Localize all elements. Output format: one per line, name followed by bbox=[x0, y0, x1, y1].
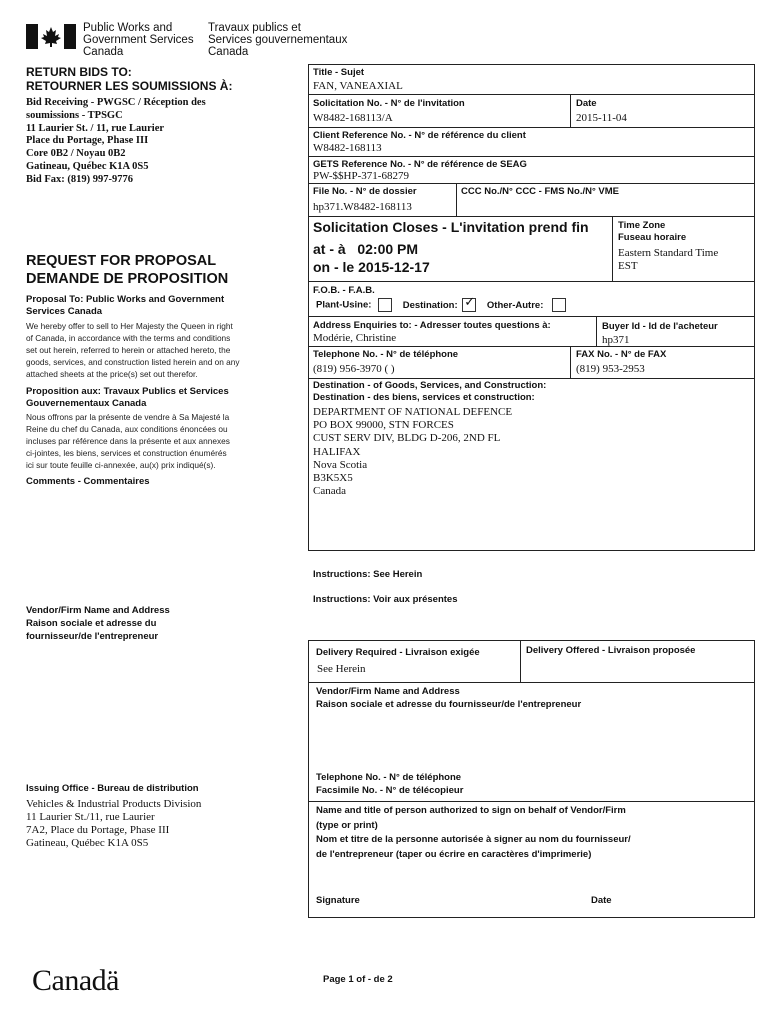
document-title: REQUEST FOR PROPOSAL DEMANDE DE PROPOSITION bbox=[26, 253, 229, 287]
other-checkbox[interactable] bbox=[552, 298, 566, 312]
vendor-label-left: Vendor/Firm Name and Address Raison sociale et adresse du fournisseur/de l'entrepreneur bbox=[26, 605, 170, 642]
dept-name-en: Public Works and Government Services Canada bbox=[83, 22, 194, 58]
solicitation-value: W8482-168113/A bbox=[313, 112, 393, 124]
telephone-value: (819) 956-3970 ( ) bbox=[313, 363, 395, 375]
instructions-fr: Instructions: Voir aux présentes bbox=[313, 594, 458, 605]
gets-ref-label: GETS Reference No. - N° de référence de SEAG bbox=[313, 159, 527, 170]
client-ref-value: W8482-168113 bbox=[313, 142, 382, 154]
client-ref-label: Client Reference No. - N° de référence du client bbox=[313, 130, 526, 141]
date-value: 2015-11-04 bbox=[576, 112, 627, 124]
telephone-label: Telephone No. - N° de téléphone bbox=[313, 349, 459, 360]
date-label: Date bbox=[576, 98, 597, 109]
address-enquiries-label: Address Enquiries to: - Adresser toutes questions à: bbox=[313, 320, 551, 331]
destination-label: Destination: bbox=[402, 299, 458, 311]
destination-goods-label: Destination - of Goods, Services, and Construction: Destination - des biens, services et construction: bbox=[313, 380, 547, 403]
vendor-phone-fax-label: Telephone No. - N° de téléphone Facsimile No. - N° de télécopieur bbox=[316, 772, 464, 796]
solicitation-label: Solicitation No. - N° de l'invitation bbox=[313, 98, 465, 109]
delivery-required-label: Delivery Required - Livraison exigée bbox=[316, 647, 480, 658]
return-bids-address: Bid Receiving - PWGSC / Réception des soumissions - TPSGC 11 Laurier St. / 11, rue Laurier Place du Portage, Phase III Core 0B2 / Noyau 0B2 Gatineau, Québec K1A 0S5 Bid Fax: (819) 997-9776 bbox=[26, 97, 206, 185]
fax-value: (819) 953-2953 bbox=[576, 363, 645, 375]
return-bids-heading: RETURN BIDS TO: RETOURNER LES SOUMISSIONS À: bbox=[26, 65, 233, 93]
vendor-firm-label: Vendor/Firm Name and Address Raison sociale et adresse du fournisseur/de l'entrepreneur bbox=[316, 686, 582, 710]
comments-label: Comments - Commentaires bbox=[26, 476, 150, 487]
other-label: Other-Autre: bbox=[486, 299, 544, 311]
gets-ref-value: PW-$$HP-371-68279 bbox=[313, 170, 409, 182]
closing-date bbox=[313, 259, 430, 275]
destination-checkbox[interactable] bbox=[462, 295, 476, 312]
canada-wordmark: Canadä bbox=[32, 964, 119, 997]
buyer-id-label: Buyer Id - Id de l'acheteur bbox=[602, 321, 718, 332]
destination-address: DEPARTMENT OF NATIONAL DEFENCE PO BOX 99000, STN FORCES CUST SERV DIV, BLDG D-206, 2ND FL HALIFAX Nova Scotia B3K5X5 Canada bbox=[313, 406, 513, 498]
title-label: Title - Sujet bbox=[313, 67, 365, 78]
closing-time bbox=[313, 241, 418, 257]
on-label: on - le bbox=[313, 259, 355, 275]
canada-flag-logo bbox=[26, 24, 76, 49]
fob-options bbox=[316, 295, 566, 312]
page-number: Page 1 of - de 2 bbox=[323, 974, 393, 985]
time-zone-value: Eastern Standard Time EST bbox=[618, 247, 719, 272]
issuing-office-label: Issuing Office - Bureau de distribution bbox=[26, 783, 199, 794]
file-no-label: File No. - N° de dossier bbox=[313, 186, 417, 197]
delivery-offered-label: Delivery Offered - Livraison proposée bbox=[526, 645, 696, 656]
proposal-to: Proposal To: Public Works and Government Services Canada bbox=[26, 294, 225, 317]
title-value: FAN, VANEAXIAL bbox=[313, 80, 403, 92]
file-no-value: hp371.W8482-168113 bbox=[313, 201, 412, 213]
check-mark-icon: ✓ bbox=[464, 295, 476, 310]
instructions-en: Instructions: See Herein bbox=[313, 569, 423, 580]
offer-text-en: We hereby offer to sell to Her Majesty the Queen in right of Canada, in accordance with the terms and conditions set out herein, referred to herein or attached hereto, the goods, services, and construction listed herein and on any attached sheets at the price(s) set out therefor. bbox=[26, 321, 240, 379]
signature-date-label: Date bbox=[591, 895, 612, 906]
fob-label: F.O.B. - F.A.B. bbox=[313, 285, 375, 296]
ccc-no-label: CCC No./N° CCC - FMS No./N° VME bbox=[461, 186, 620, 197]
offer-text-fr: Nous offrons par la présente de vendre à Sa Majesté la Reine du chef du Canada, aux conditions énoncées ou incluses par référence dans la présente et aux annexes ci-jointes, les biens, services et construction énumérés ici sur toute feuille ci-annexée, au(x) prix indiqué(s). bbox=[26, 412, 230, 470]
buyer-id-value: hp371 bbox=[602, 334, 630, 346]
at-label: at - à bbox=[313, 241, 346, 257]
closing-time-value: 02:00 PM bbox=[357, 241, 419, 257]
issuing-office-address: Vehicles & Industrial Products Division 11 Laurier St./11, rue Laurier 7A2, Place du Portage, Phase III Gatineau, Québec K1A 0S5 bbox=[26, 798, 202, 849]
authorized-person-label: Name and title of person authorized to sign on behalf of Vendor/Firm (type or print) Nom et titre de la personne autorisée à signer au nom du fournisseur/ de l'entrepreneur (taper ou écrire en caractères d'imprimerie) bbox=[316, 805, 631, 860]
dept-name-fr: Travaux publics et Services gouvernementaux Canada bbox=[208, 22, 348, 58]
closing-date-value: 2015-12-17 bbox=[358, 259, 430, 275]
proposition-aux: Proposition aux: Travaux Publics et Services Gouvernementaux Canada bbox=[26, 386, 229, 409]
signature-label: Signature bbox=[316, 895, 360, 906]
solicitation-closes-title: Solicitation Closes - L'invitation prend fin bbox=[313, 219, 589, 235]
delivery-required-value: See Herein bbox=[317, 663, 366, 675]
plant-checkbox[interactable] bbox=[378, 298, 392, 312]
address-enquiries-value: Modérie, Christine bbox=[313, 332, 397, 344]
plant-label: Plant-Usine: bbox=[316, 299, 372, 311]
time-zone-label: Time Zone Fuseau horaire bbox=[618, 220, 687, 243]
fax-label: FAX No. - N° de FAX bbox=[576, 349, 667, 360]
